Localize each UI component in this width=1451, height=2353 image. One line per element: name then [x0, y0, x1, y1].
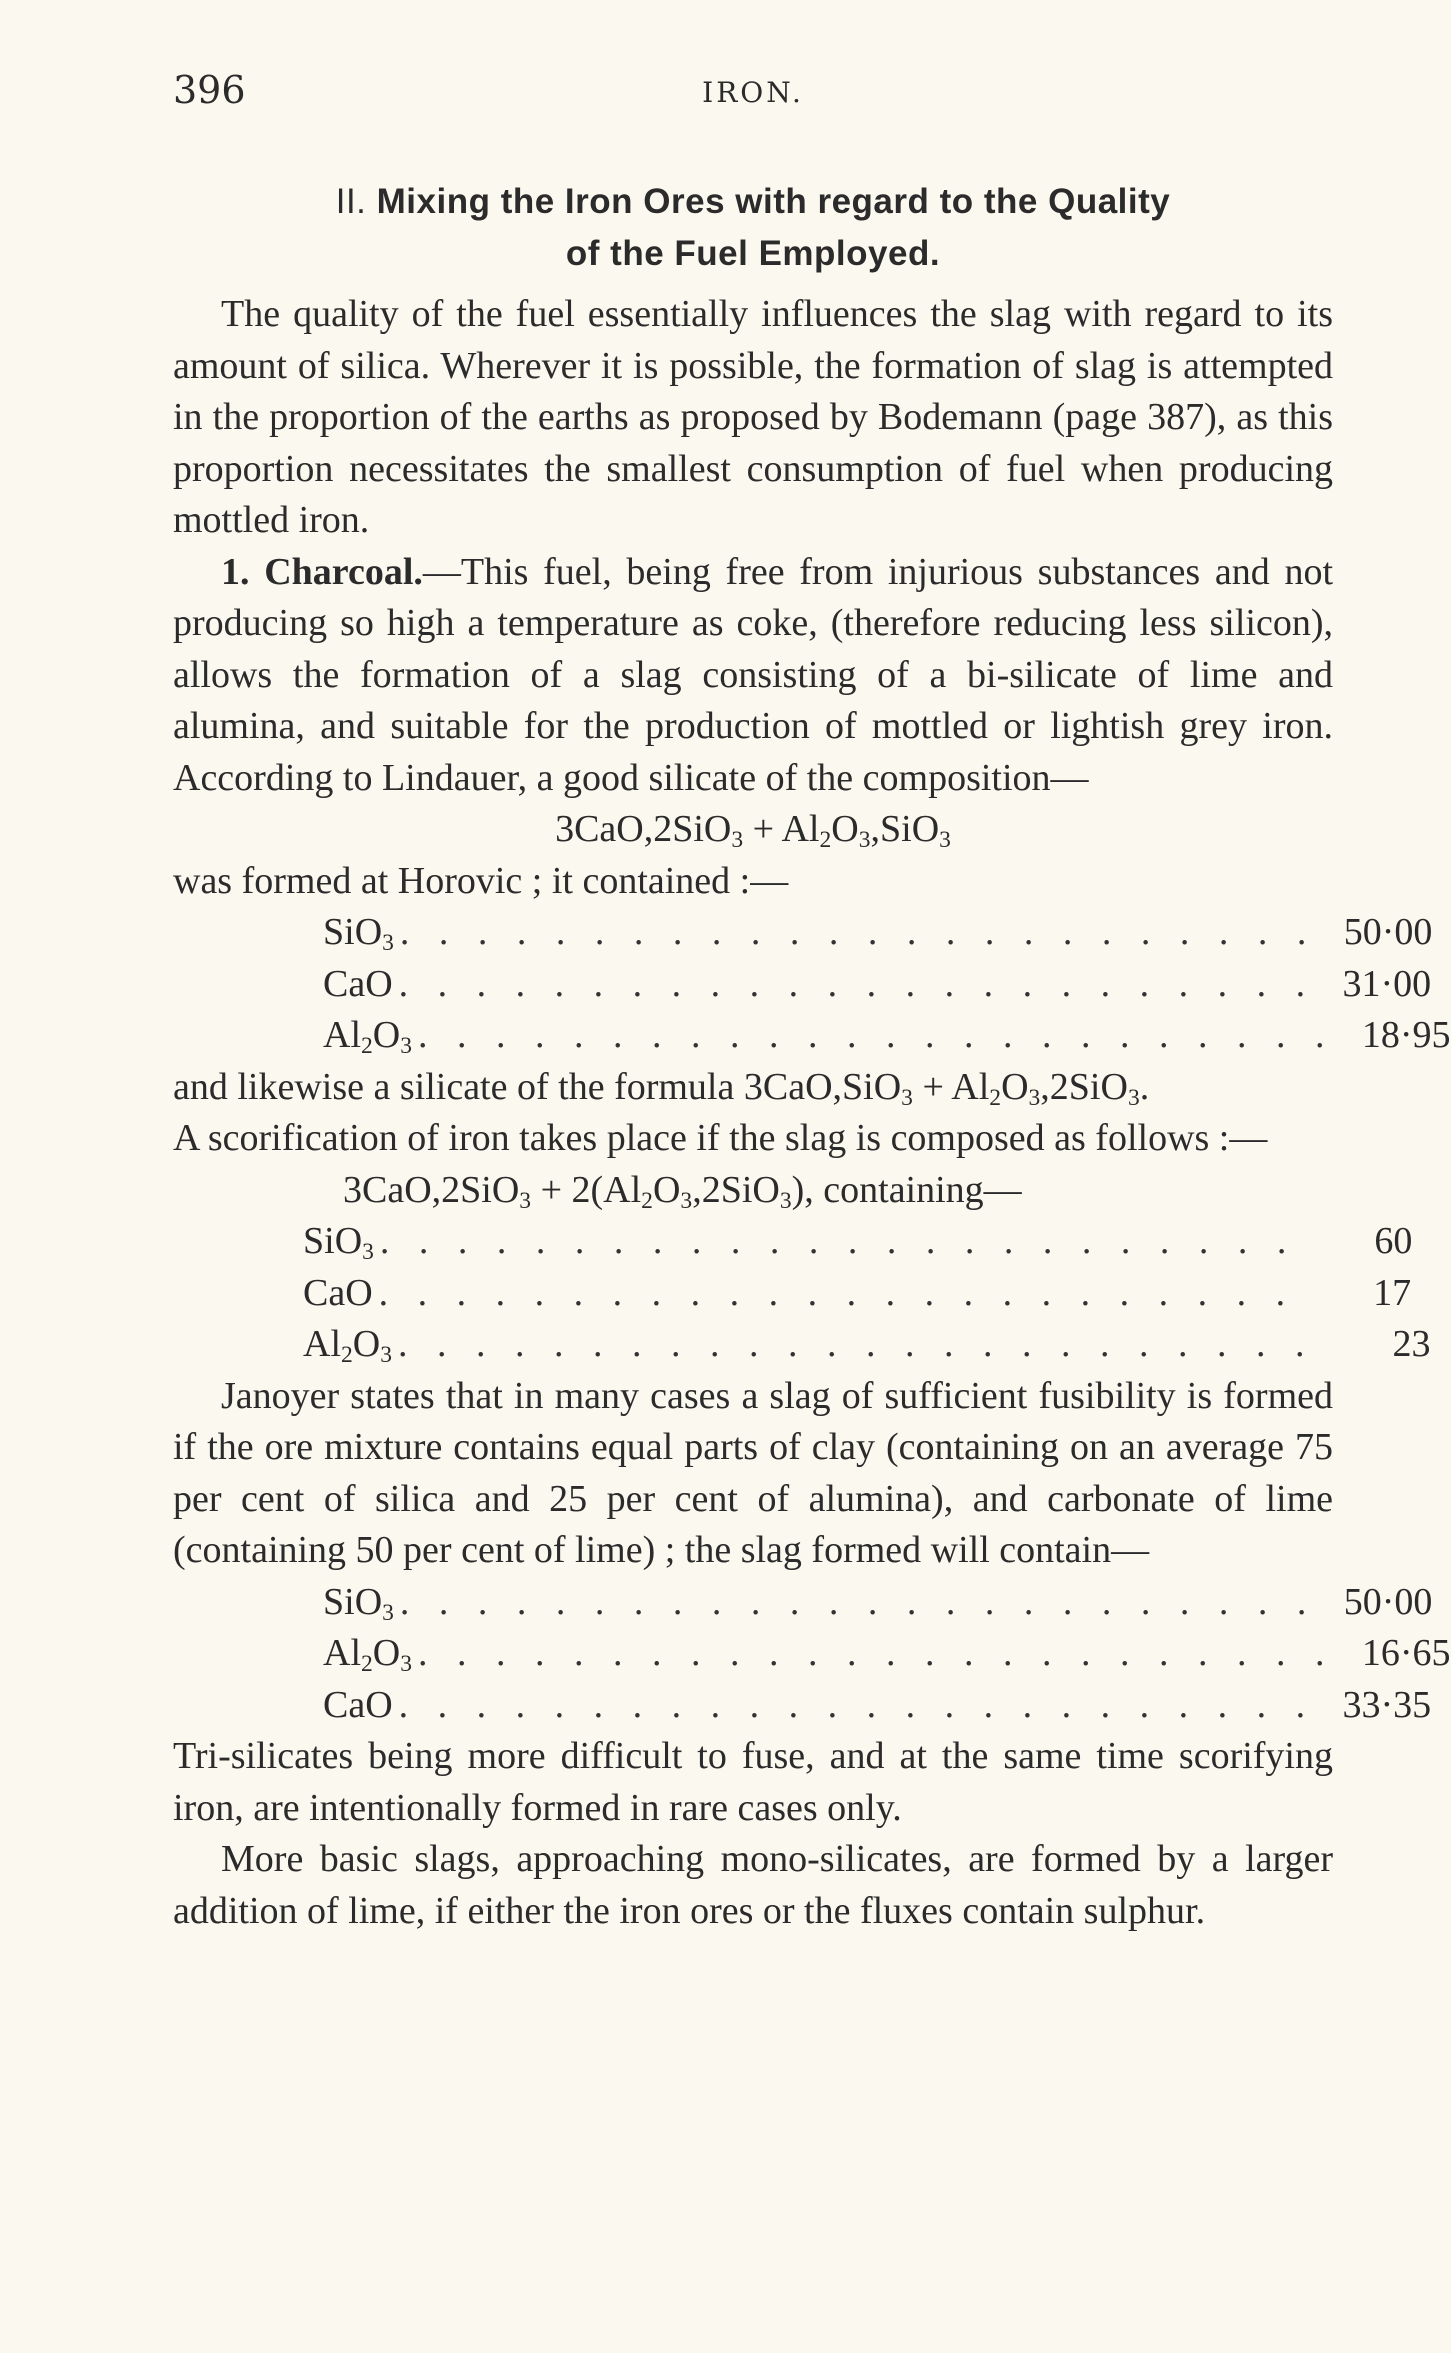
table-row: SiO$_3$ . . . . . . . . . . . . . . . . . . . . . . . . 50·00: [323, 911, 1433, 956]
basic-slags-paragraph: More basic slags, approaching mono-silicates, are formed by a larger addition of lime, if either the iron ores or the fluxes contain sulphur.: [173, 1838, 1333, 1932]
table-row: SiO$_3$ . . . . . . . . . . . . . . . . . . . . . . . . 60: [303, 1220, 1413, 1265]
composition-table-2: [173, 1216, 1431, 1371]
likewise-paragraph: and likewise a silicate of the formula $3CaO,SiO_3 + Al_2O_3,2SiO_3$.: [173, 1065, 1150, 1111]
section-number: II.: [335, 182, 367, 221]
scorification-paragraph: A scorification of iron takes place if the slag is composed as follows :—: [173, 1117, 1268, 1159]
janoyer-paragraph: Janoyer states that in many cases a slag of sufficient fusibility is formed if the ore mixture contains equal parts of clay (containing on an average 75 per cent of silica and 25 per cent of alumina), and carbonate of lime (containing 50 per cent of lime) ; the slag formed will contain—: [173, 1374, 1333, 1571]
page-number: 396: [173, 68, 246, 112]
charcoal-label: 1. Charcoal.: [221, 550, 423, 593]
table-row: $Al_2O_3$ . . . . . . . . . . . . . . . . . . . . . . . . 23: [303, 1323, 1431, 1368]
section-heading: [173, 176, 1333, 279]
table-row: CaO . . . . . . . . . . . . . . . . . . . . . . . . 31·00: [323, 962, 1432, 1005]
trisilicates-paragraph: Tri-silicates being more difficult to fuse, and at the same time scorifying iron, are intentionally formed in rare cases only.: [173, 1735, 1333, 1829]
page-body: [173, 176, 1451, 1937]
composition-table-1: [173, 907, 1451, 1062]
charcoal-paragraph: [173, 547, 1333, 805]
table-row: CaO . . . . . . . . . . . . . . . . . . . . . . . . 17: [303, 1271, 1412, 1314]
page-header: [173, 68, 1333, 128]
section-title-line1: Mixing the Iron Ores with regard to the Quality: [376, 182, 1171, 221]
horovic-line: was formed at Horovic ; it contained :—: [173, 859, 789, 902]
table-row: SiO$_3$ . . . . . . . . . . . . . . . . . . . . . . . . 50·00: [323, 1580, 1433, 1626]
intro-paragraph: The quality of the fuel essentially influences the slag with regard to its amount of silica. Wherever it is possible, the formation of slag is attempted in the proportion of the earths as proposed by Bodemann (page 387), as this proportion necessitates the smallest consumption of fuel when producing mottled iron.: [173, 293, 1333, 541]
formula-lindauer: $3CaO,2SiO_3 + Al_2O_3,SiO_3$: [555, 808, 951, 853]
composition-table-3: [173, 1577, 1451, 1732]
running-title: IRON.: [702, 76, 804, 109]
formula-scorification: $3CaO,2SiO_3 + 2(Al_2O_3,2SiO_3)$, containing—: [343, 1168, 1022, 1214]
table-row: $Al_2O_3$ . . . . . . . . . . . . . . . . . . . . . . . . 18·95: [323, 1014, 1451, 1059]
table-row: CaO . . . . . . . . . . . . . . . . . . . . . . . . 33·35: [323, 1683, 1432, 1726]
table-row: $Al_2O_3$ . . . . . . . . . . . . . . . . . . . . . . . . 16·65: [323, 1632, 1451, 1677]
section-title-line2: of the Fuel Employed.: [565, 233, 941, 273]
charcoal-text: —This fuel, being free from injurious substances and not producing so high a temperature as coke, (therefore reducing less silicon), allows the formation of a slag consisting of a bi-silicate of lime and alumina, and suitable for the production of mottled or lightish grey iron. According to Lindauer, a good silicate of the composition—: [173, 550, 1334, 799]
